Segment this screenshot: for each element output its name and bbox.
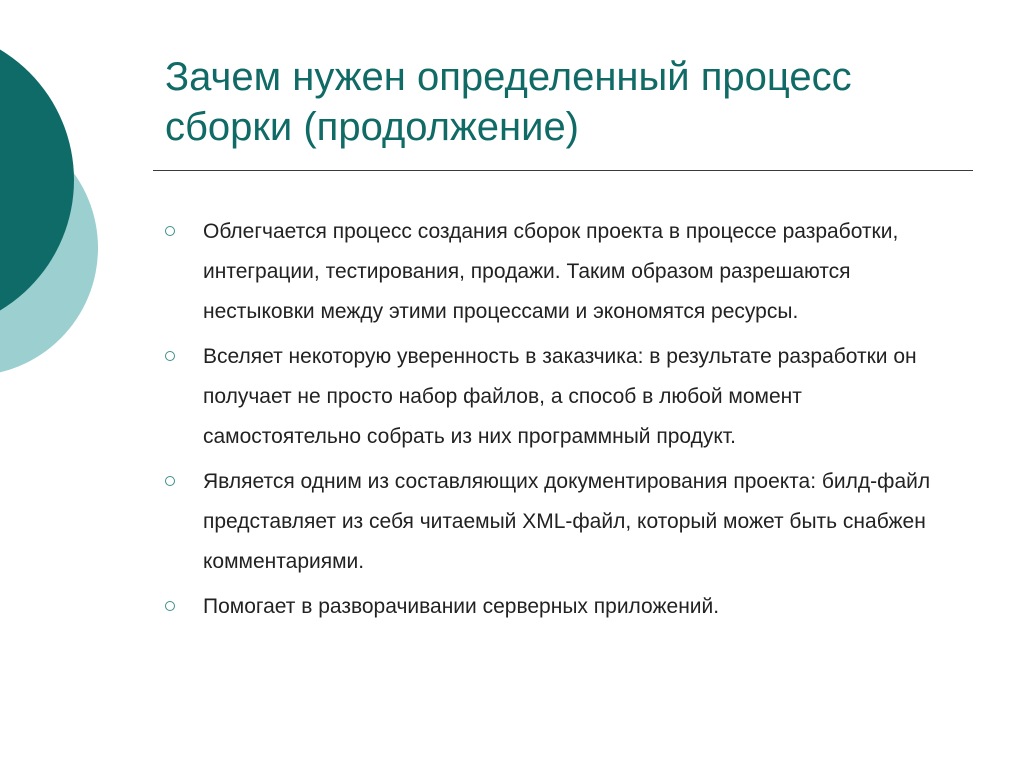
bullet-item <box>165 462 965 582</box>
bullet-circle-icon <box>165 226 175 236</box>
decorative-circles <box>0 0 140 420</box>
bullet-text: Является одним из составляющих документирования проекта: билд-файл представляет из себя читаемый XML-файл, который может быть снабжен комментариями. <box>203 470 931 573</box>
bullet-list <box>165 212 965 632</box>
slide-title: Зачем нужен определенный процесс сборки (продолжение) <box>165 55 852 149</box>
bullet-text: Облегчается процесс создания сборок проекта в процессе разработки, интеграции, тестирования, продажи. Таким образом разрешаются нестыковки между этими процессами и экономятся ресурсы. <box>203 220 899 323</box>
bullet-circle-icon <box>165 351 175 361</box>
title-divider <box>153 170 973 171</box>
bullet-text: Вселяет некоторую уверенность в заказчика: в результате разработки он получает не просто набор файлов, а способ в любой момент самостоятельно собрать из них программный продукт. <box>203 345 917 448</box>
bullet-item <box>165 212 965 332</box>
bullet-item <box>165 337 965 457</box>
bullet-text: Помогает в разворачивании серверных приложений. <box>203 595 720 618</box>
bullet-circle-icon <box>165 601 175 611</box>
bullet-item <box>165 587 965 627</box>
bullet-circle-icon <box>165 476 175 486</box>
